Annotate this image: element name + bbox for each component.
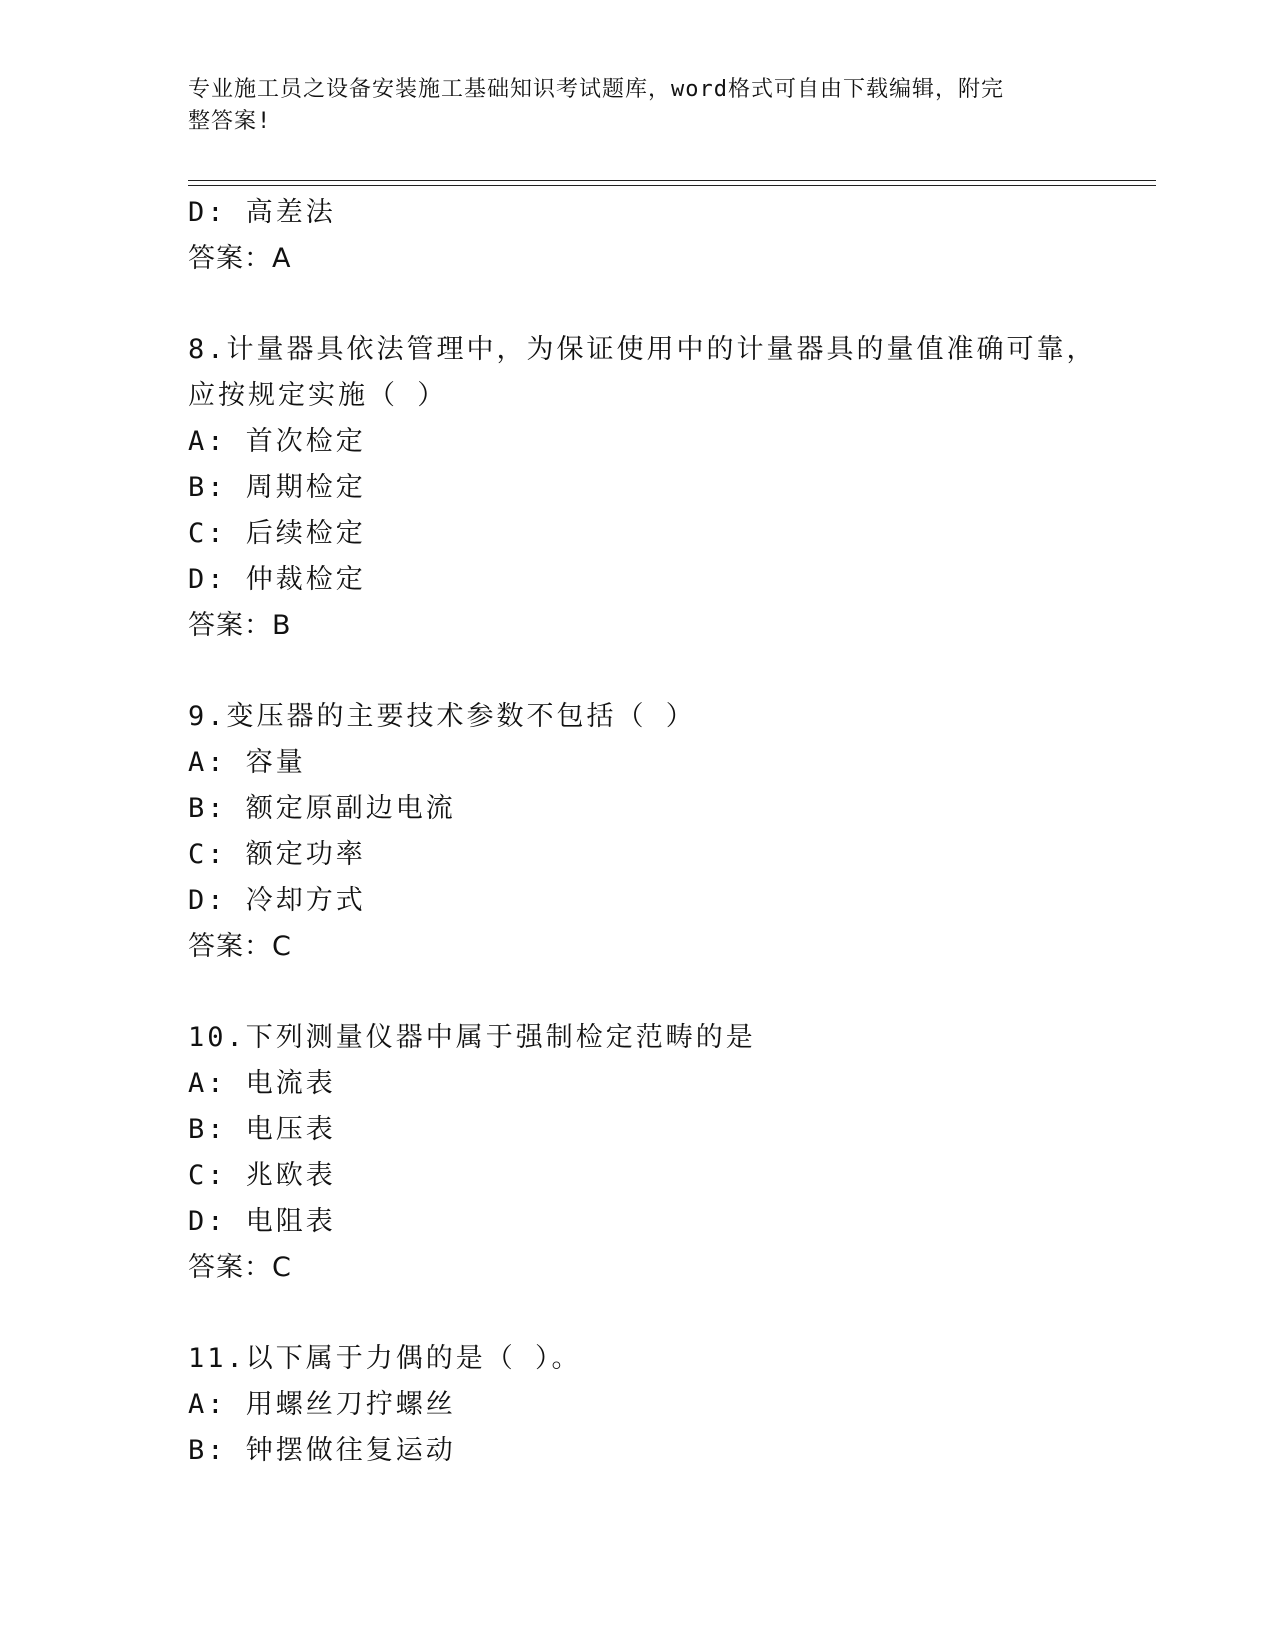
- option-d: D: 冷却方式: [188, 885, 366, 916]
- option-a: A: 容量: [188, 747, 306, 778]
- option-d: D: 电阻表: [188, 1206, 336, 1237]
- question-11: [188, 1336, 1148, 1474]
- question-list: [188, 190, 1148, 1474]
- option-b: B: 钟摆做往复运动: [188, 1435, 456, 1466]
- header-divider-bottom: [188, 185, 1156, 186]
- option-a: A: 电流表: [188, 1068, 336, 1099]
- option-c: C: 额定功率: [188, 839, 366, 870]
- question-stem: 11.以下属于力偶的是（ ）。: [188, 1343, 582, 1374]
- question-stem-continued: 应按规定实施（ ）: [188, 380, 448, 411]
- spacer: [188, 282, 1148, 327]
- question-8: [188, 327, 1148, 649]
- option-c: C: 后续检定: [188, 518, 366, 549]
- answer-line: 答案：B: [188, 610, 292, 641]
- document-header: [188, 74, 1088, 138]
- spacer: [188, 649, 1148, 694]
- question-10: [188, 1015, 1148, 1291]
- option-d: D: 高差法: [188, 197, 336, 228]
- option-d: D: 仲裁检定: [188, 564, 366, 595]
- option-b: B: 电压表: [188, 1114, 336, 1145]
- answer-line: 答案：C: [188, 931, 292, 962]
- question-stem: 9.变压器的主要技术参数不包括（ ）: [188, 701, 696, 732]
- question-9: [188, 694, 1148, 970]
- header-divider-top: [188, 180, 1156, 181]
- option-c: C: 兆欧表: [188, 1160, 336, 1191]
- question-stem: 10.下列测量仪器中属于强制检定范畴的是: [188, 1022, 756, 1053]
- header-line-1: 专业施工员之设备安装施工基础知识考试题库，word格式可自由下载编辑，附完: [188, 77, 1004, 102]
- answer-line: 答案：A: [188, 243, 292, 274]
- option-b: B: 额定原副边电流: [188, 793, 456, 824]
- option-a: A: 用螺丝刀拧螺丝: [188, 1389, 456, 1420]
- answer-line: 答案：C: [188, 1252, 292, 1283]
- spacer: [188, 1291, 1148, 1336]
- header-line-2: 整答案!: [188, 109, 272, 134]
- question-stem: 8.计量器具依法管理中，为保证使用中的计量器具的量值准确可靠，: [188, 334, 1097, 365]
- option-a: A: 首次检定: [188, 426, 366, 457]
- option-b: B: 周期检定: [188, 472, 366, 503]
- spacer: [188, 970, 1148, 1015]
